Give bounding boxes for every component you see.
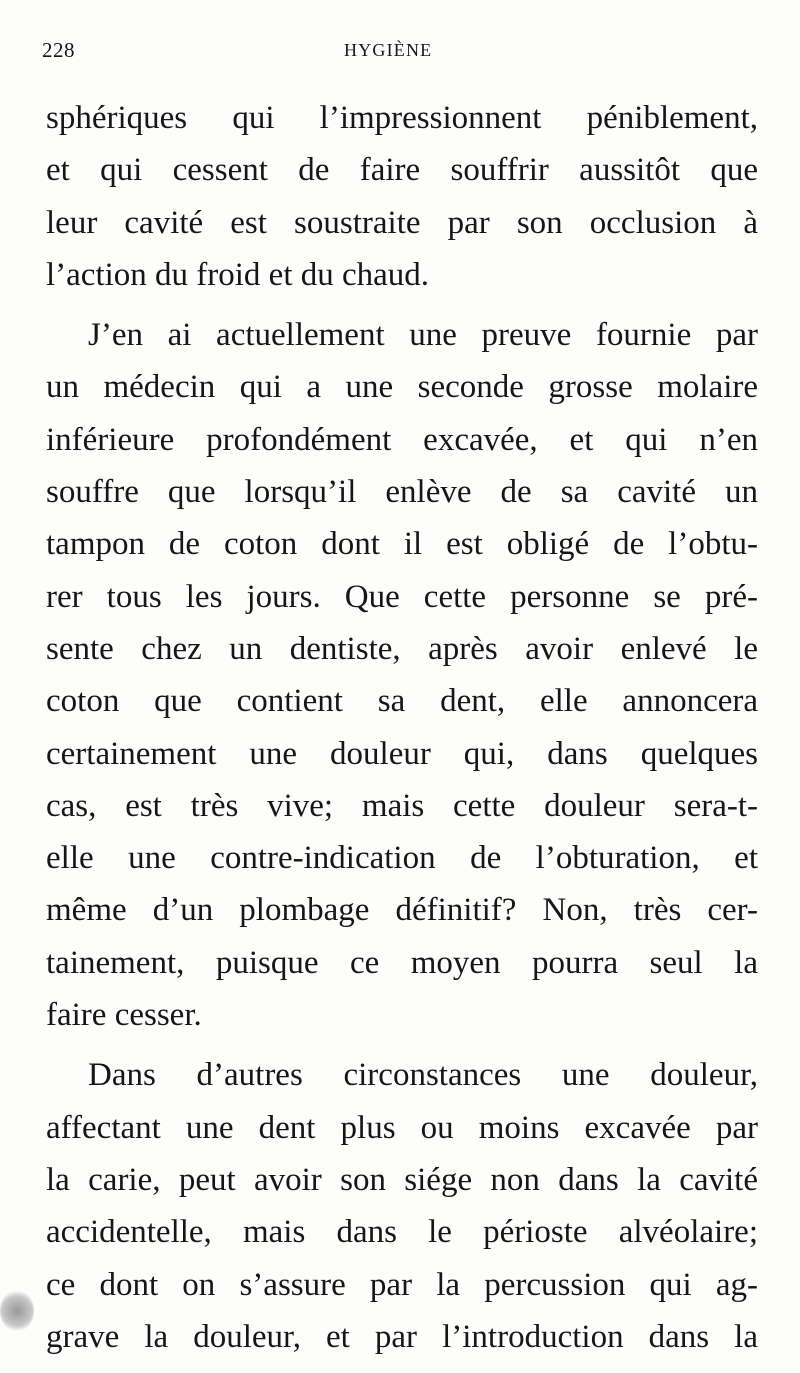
page-number: 228 bbox=[42, 38, 75, 62]
text-line: cas, est très vive; mais cette douleur sera-t- bbox=[46, 787, 758, 824]
text-line: rer tous les jours. Que cette personne se pré- bbox=[46, 578, 758, 615]
scan-smudge bbox=[0, 1290, 34, 1332]
text-line: l’action du froid et du chaud. bbox=[46, 256, 430, 293]
text-line: sente chez un dentiste, après avoir enlevé le bbox=[46, 630, 758, 667]
text-line: leur cavité est soustraite par son occlusion à bbox=[46, 204, 758, 241]
text-line: la carie, peut avoir son siége non dans la cavité bbox=[46, 1161, 758, 1198]
text-line: certainement une douleur qui, dans quelques bbox=[46, 735, 758, 772]
text-line: tainement, puisque ce moyen pourra seul la bbox=[46, 944, 758, 981]
text-line: affectant une dent plus ou moins excavée par bbox=[46, 1109, 758, 1146]
text-line: J’en ai actuellement une preuve fournie par bbox=[88, 317, 758, 354]
text-line: ce dont on s’assure par la percussion qui ag- bbox=[46, 1266, 758, 1303]
paragraph-gap bbox=[46, 1041, 758, 1049]
text-line: un médecin qui a une seconde grosse molaire bbox=[46, 369, 758, 406]
text-line: faire cesser. bbox=[46, 997, 202, 1034]
text-line: même d’un plombage définitif? Non, très cer- bbox=[46, 892, 758, 929]
text-line: inférieure profondément excavée, et qui n’en bbox=[46, 421, 758, 458]
text-line: tampon de coton dont il est obligé de l’obtu- bbox=[46, 526, 758, 563]
text-line: et qui cessent de faire souffrir aussitôt que bbox=[46, 152, 758, 189]
running-title: HYGIÈNE bbox=[344, 40, 433, 60]
body-text bbox=[46, 92, 758, 1363]
paragraph-gap bbox=[46, 301, 758, 309]
text-line: accidentelle, mais dans le périoste alvéolaire; bbox=[46, 1214, 758, 1251]
text-line: Dans d’autres circonstances une douleur, bbox=[88, 1057, 758, 1094]
text-line: coton que contient sa dent, elle annoncera bbox=[46, 683, 758, 720]
page-header bbox=[42, 38, 752, 78]
text-line: sphériques qui l’impressionnent péniblement, bbox=[46, 100, 758, 136]
text-line: souffre que lorsqu’il enlève de sa cavité un bbox=[46, 474, 758, 511]
text-line: elle une contre-indication de l’obturation, et bbox=[46, 840, 758, 877]
text-line: grave la douleur, et par l’introduction dans la bbox=[46, 1318, 758, 1355]
